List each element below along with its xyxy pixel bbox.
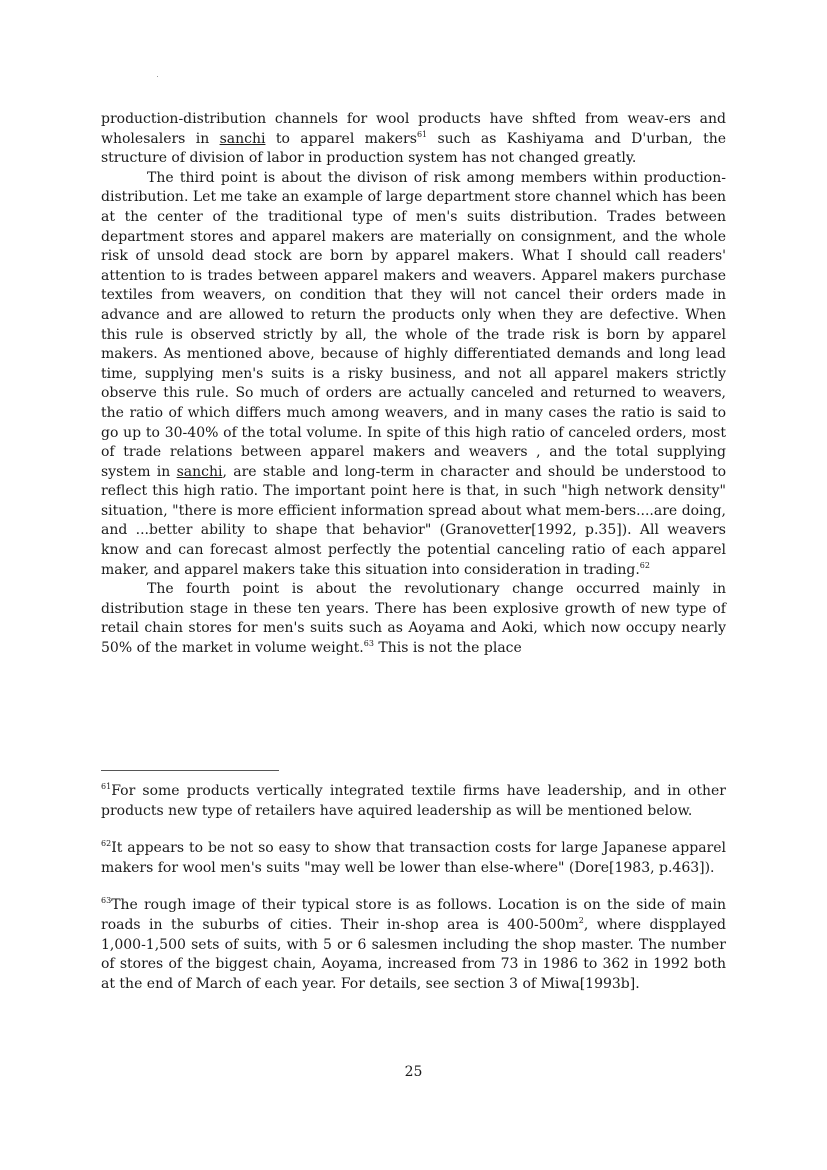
footnote-text: It appears to be not so easy to show that transaction costs for large Japanese apparel makers for wool men's suits "may well be lower than else-where" (Dore[1983, p.463]). [101,840,726,876]
superscript: 2 [578,915,584,925]
paragraph-text: , are stable and long-term in character and should be understood to reflect this high ratio. The important point here is that, in such "high network density" situation, "there is more efficient information spread about what mem-bers....are doing, and ...better ability to shape that behavior" (Granovetter[1992, p.35]). All weavers know and can forecast almost perfectly the potential canceling ratio of each apparel maker, and apparel makers take this situation into consideration in trading. [101,463,726,578]
footnote-ref-63[interactable]: 63 [363,639,374,649]
footnote-62 [101,839,726,878]
footnote-number: 61 [101,782,112,791]
page-number: 25 [404,1064,423,1080]
scan-speck [157,76,158,77]
footnote-number: 62 [101,839,112,849]
footnote-text: For some products vertically integrated textile firms have leadership, and in other products new type of retailers have aquired leadership as will be mentioned below. [101,783,726,819]
paragraph-text: The third point is about the divison of risk among members within production-distribution. Let me take an example of large department store channel which has been at the center of the traditional type of men's suits distribution. Trades between department stores and apparel makers are materially on consignment, and the whole risk of unsold dead stock are born by apparel makers. What I should call readers' attention to is trades between apparel makers and weavers. Apparel makers purchase textiles from weavers, on condition that they will not cancel their orders made in advance and are allowed to return the products only when they are defective. When this rule is observed strictly by all, the whole of the trade risk is born by apparel makers. As mentioned above, because of highly differentiated demands and long lead time, supplying men's suits is a risky business, and not all apparel makers strictly observe this rule. So much of orders are actually canceled and returned to weavers, the ratio of which differs much among weavers, and in many cases the ratio is said to go up to 30-40% of the total volume. In spite of this high ratio of canceled orders, most of trade relations between apparel makers and weavers , and the total supplying system in [101,169,726,480]
paragraph-text: such as Kashiyama and D'urban, the structure of division of labor in production system has not changed greatly. [101,130,727,167]
sanchi-term: sanchi [176,463,223,480]
footnote-number: 63 [101,896,112,906]
footnote-ref-62[interactable]: 62 [639,560,650,570]
paragraph-text: This is not the place [373,640,522,657]
paragraph-1 [101,110,726,169]
sanchi-term: sanchi [219,130,266,147]
paragraph-2 [101,169,726,580]
footnotes [101,782,726,1012]
footnote-63 [101,896,726,994]
paragraph-text: to apparel makers [265,130,417,147]
footnote-ref-61[interactable]: 61 [416,129,428,139]
footnote-61 [101,782,726,821]
footnote-text: , where dispplayed 1,000-1,500 sets of suits, with 5 or 6 salesmen including the shop master. The number of stores of the biggest chain, Aoyama, increased from 73 in 1986 to 362 in 1992 both at the end of March of each year. For details, see section 3 of Miwa[1993b]. [101,916,726,992]
footnote-text: The rough image of their typical store is as follows. Location is on the side of main roads in the suburbs of cities. Their in-shop area is 400-500m [101,897,726,933]
paragraph-text: The fourth point is about the revolutionary change occurred mainly in distribution stage in these ten years. There has been explosive growth of new type of retail chain stores for men's suits such as Aoyama and Aoki, which now occupy nearly 50% of the market in volume weight. [101,581,726,657]
main-text [101,110,726,659]
footnote-divider [101,770,279,771]
paragraph-3 [101,580,726,658]
paragraph-text: production-distribution channels for wool products have shfted from weav-ers and wholesalers in [101,111,726,147]
